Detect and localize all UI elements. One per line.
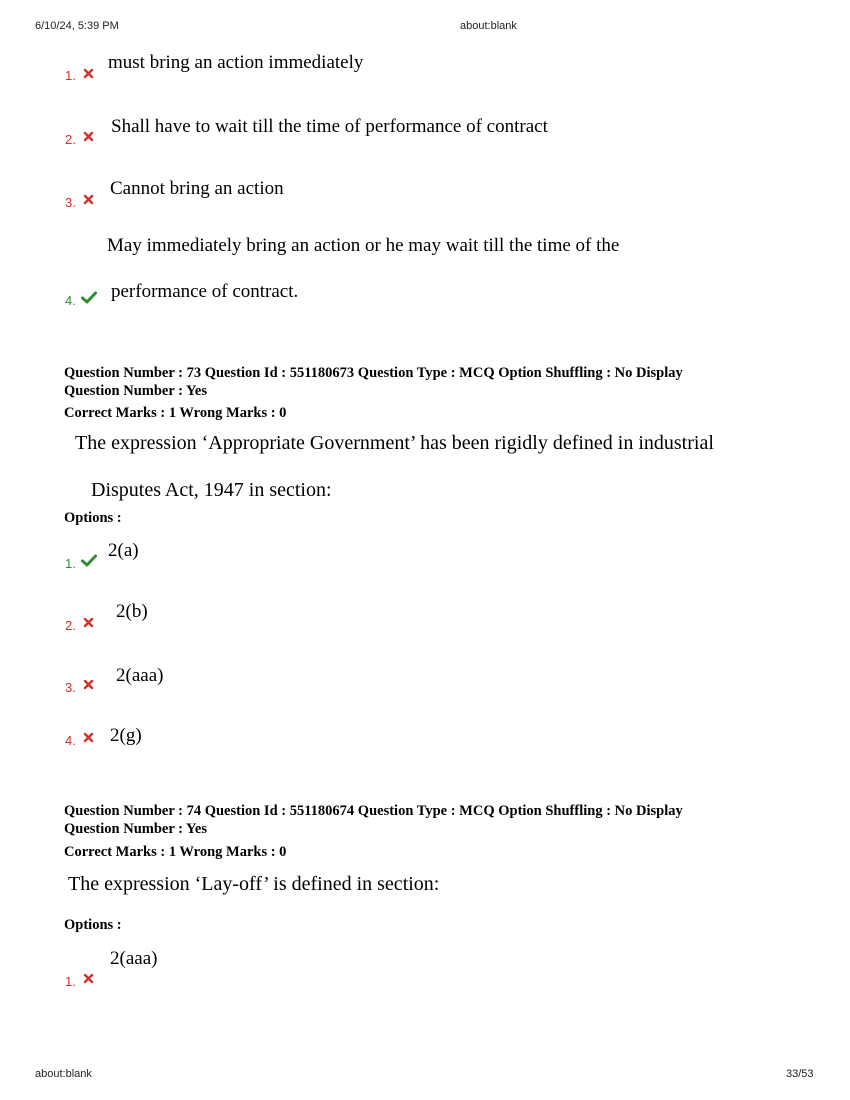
question-marks: Correct Marks : 1 Wrong Marks : 0 — [64, 405, 287, 421]
question-marks: Correct Marks : 1 Wrong Marks : 0 — [64, 844, 287, 860]
option-text: 2(aaa) — [110, 948, 158, 969]
cross-icon — [83, 68, 94, 79]
option-number: 1. — [65, 68, 76, 83]
question-meta-line2: Question Number : Yes — [64, 383, 207, 399]
question-meta-line1: Question Number : 73 Question Id : 551180673 Question Type : MCQ Option Shuffling : No Display — [64, 365, 683, 381]
options-label: Options : — [64, 510, 122, 526]
option-text: 2(aaa) — [116, 665, 164, 686]
option-text: 2(a) — [108, 540, 139, 561]
check-icon — [81, 554, 97, 567]
option-number: 3. — [65, 680, 76, 695]
print-page-number: 33/53 — [786, 1068, 814, 1080]
option-text: 2(b) — [116, 601, 148, 622]
options-label: Options : — [64, 917, 122, 933]
print-footer-url: about:blank — [35, 1068, 92, 1080]
question-meta-line1: Question Number : 74 Question Id : 551180674 Question Type : MCQ Option Shuffling : No Display — [64, 803, 683, 819]
question-meta-line2: Question Number : Yes — [64, 821, 207, 837]
question-text-line1: The expression ‘Appropriate Government’ has been rigidly defined in industrial — [75, 432, 714, 454]
option-text: Shall have to wait till the time of performance of contract — [111, 116, 548, 137]
cross-icon — [83, 131, 94, 142]
cross-icon — [83, 973, 94, 984]
cross-icon — [83, 679, 94, 690]
cross-icon — [83, 732, 94, 743]
option-text: Cannot bring an action — [110, 178, 284, 199]
check-icon — [81, 291, 97, 304]
print-title: about:blank — [460, 20, 517, 32]
option-number: 4. — [65, 293, 76, 308]
question-text: The expression ‘Lay-off’ is defined in section: — [68, 873, 440, 895]
option-number: 1. — [65, 556, 76, 571]
option-number: 2. — [65, 618, 76, 633]
option-number: 2. — [65, 132, 76, 147]
option-number: 4. — [65, 733, 76, 748]
option-number: 1. — [65, 974, 76, 989]
option-text-line2: performance of contract. — [111, 281, 299, 302]
option-text: must bring an action immediately — [108, 52, 364, 73]
question-text-line2: Disputes Act, 1947 in section: — [91, 479, 332, 501]
cross-icon — [83, 617, 94, 628]
option-number: 3. — [65, 195, 76, 210]
print-datetime: 6/10/24, 5:39 PM — [35, 20, 119, 32]
option-text: 2(g) — [110, 725, 142, 746]
cross-icon — [83, 194, 94, 205]
option-text-line1: May immediately bring an action or he may wait till the time of the — [107, 235, 620, 256]
